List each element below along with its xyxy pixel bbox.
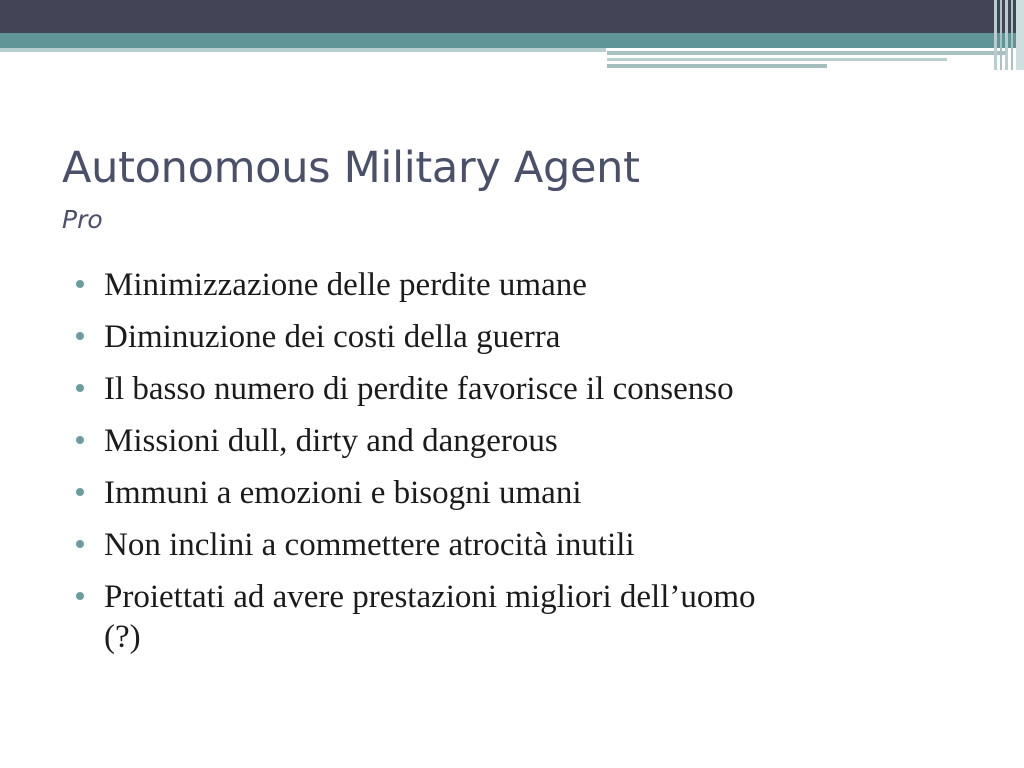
bullet-text: Diminuzione dei costi della guerra — [104, 319, 561, 355]
bullet-icon — [76, 436, 84, 444]
header-vertical-stripes — [992, 0, 1024, 70]
bullet-icon — [76, 384, 84, 392]
header-light-band — [0, 48, 606, 52]
bullet-text: Minimizzazione delle perdite umane — [104, 267, 587, 303]
bullet-text: Non inclini a commettere atrocità inutili — [104, 527, 635, 563]
header-accent-line — [607, 51, 1007, 55]
bullet-item — [76, 415, 976, 467]
slide-title: Autonomous Military Agent — [62, 143, 640, 193]
bullet-icon — [76, 332, 84, 340]
bullet-text: Missioni dull, dirty and dangerous — [104, 423, 558, 459]
header-teal-band — [0, 33, 1024, 48]
bullet-item — [76, 467, 976, 519]
bullet-item — [76, 571, 976, 657]
bullet-item — [76, 259, 976, 311]
slide-subtitle: Pro — [62, 205, 103, 234]
bullet-item — [76, 363, 976, 415]
bullet-icon — [76, 592, 84, 600]
bullet-text: Proiettati ad avere prestazioni migliori dell’uomo (?) — [104, 579, 756, 655]
bullet-icon — [76, 488, 84, 496]
bullet-icon — [76, 540, 84, 548]
bullet-item — [76, 519, 976, 571]
bullet-text: Immuni a emozioni e bisogni umani — [104, 475, 582, 511]
bullet-text: Il basso numero di perdite favorisce il consenso — [104, 371, 734, 407]
header-dark-band — [0, 0, 1024, 33]
header-accent-line — [607, 58, 947, 61]
header-accent-line — [607, 64, 827, 68]
bullet-item — [76, 311, 976, 363]
bullet-icon — [76, 280, 84, 288]
bullet-list — [76, 259, 976, 657]
